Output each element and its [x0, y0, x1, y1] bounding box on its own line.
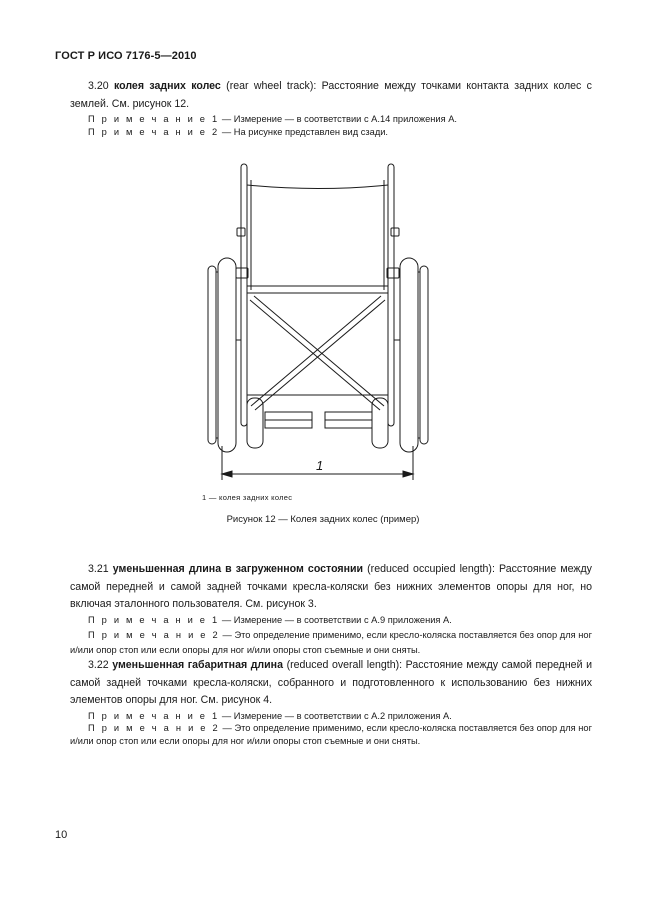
note-label: П р и м е ч а н и е 1 [88, 114, 220, 124]
wheelchair-rear-view-figure [196, 160, 452, 490]
note-label: П р и м е ч а н и е 2 [88, 127, 220, 137]
right-rear-wheel [400, 258, 428, 452]
section-3-20 [70, 78, 592, 113]
term-english: (rear wheel track): [226, 80, 317, 92]
definition: Расстояние между точками контакта задних колес с землей. См. рисунок 12. [70, 80, 592, 110]
note-text: — Это определение применимо, если кресло-коляска поставляется без опор для ног и/или опор стоп или если опоры для ног и/или опоры стоп съемные и они сняты. [70, 723, 592, 746]
note-3-20-2 [88, 126, 388, 139]
dimension-label: 1 [316, 458, 324, 473]
document-header: ГОСТ Р ИСО 7176-5—2010 [55, 50, 197, 62]
note-text: — Измерение — в соответствии с А.9 приложения А. [221, 615, 452, 625]
section-number: 3.21 [88, 563, 109, 575]
term: колея задних колес [113, 80, 221, 92]
term-english: (reduced overall length): [286, 659, 403, 671]
section-number: 3.20 [88, 80, 109, 92]
left-back-post [236, 164, 248, 426]
section-3-21 [70, 561, 592, 614]
section-3-22 [70, 657, 592, 710]
note-text: — На рисунке представлен вид сзади. [221, 127, 389, 137]
page-number: 10 [55, 829, 68, 841]
note-3-20-1 [88, 113, 457, 126]
section-number: 3.22 [88, 659, 109, 671]
definition: Расстояние между самой передней и самой задней точками кресла-коляски, собранного и подготовленного к использованию без нижних элементов опоры для ног. См. рисунок 4. [70, 659, 592, 706]
term-english: (reduced occupied length): [367, 563, 495, 575]
figure-legend: 1 — колея задних колес [202, 493, 293, 502]
backrest-top [247, 185, 388, 189]
note-3-22-1 [88, 710, 452, 723]
figure-caption: Рисунок 12 — Колея задних колес (пример) [226, 514, 420, 525]
cross-brace [250, 296, 385, 410]
note-text: — Это определение применимо, если кресло-коляска поставляется без опор для ног и/или опор стоп или если опоры для ног и/или опоры стоп съемные и они сняты. [70, 630, 592, 655]
left-rear-wheel [208, 258, 236, 452]
note-label: П р и м е ч а н и е 1 [88, 711, 220, 721]
term: уменьшенная длина в загруженном состоянии [112, 563, 364, 575]
right-back-post [387, 164, 399, 426]
note-label: П р и м е ч а н и е 2 [88, 630, 220, 640]
note-3-21-1 [88, 614, 452, 627]
term: уменьшенная габаритная длина [112, 659, 283, 671]
note-label: П р и м е ч а н и е 2 [88, 723, 220, 733]
definition: Расстояние между самой передней и самой задней точками кресла-коляски без нижних элементов опоры для ног, но включая эталонного пользователя. См. рисунок 3. [70, 563, 592, 610]
note-text: — Измерение — в соответствии с А.14 приложения А. [221, 114, 457, 124]
note-3-21-2 [70, 628, 592, 658]
note-text: — Измерение — в соответствии с А.2 приложения А. [221, 711, 452, 721]
note-label: П р и м е ч а н и е 1 [88, 615, 220, 625]
note-3-22-2 [70, 722, 592, 748]
